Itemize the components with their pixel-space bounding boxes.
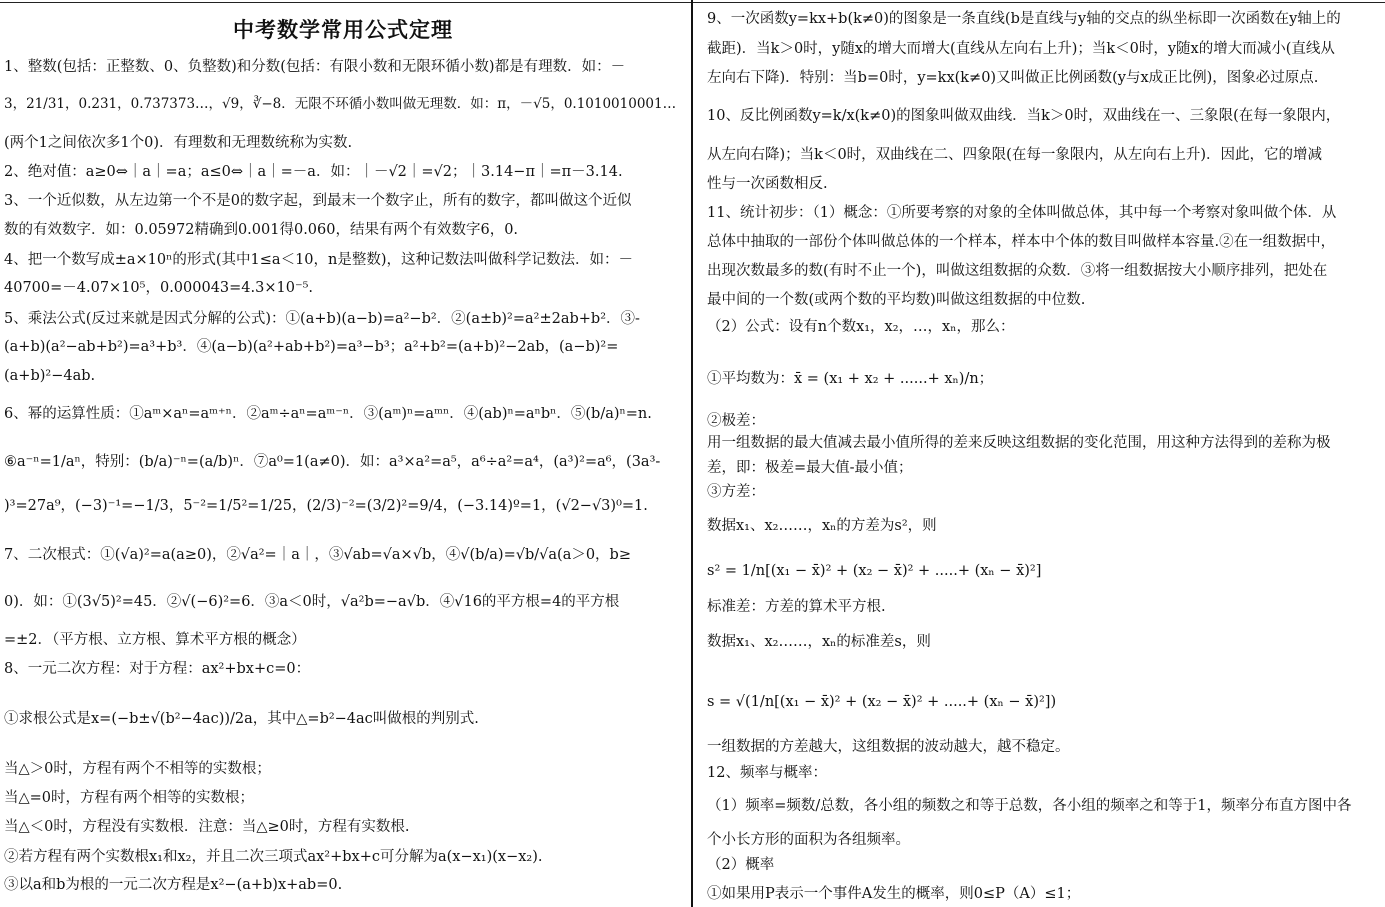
right-text-line: 差，即：极差=最大值-最小值；	[707, 460, 913, 476]
right-text-line: 数据x₁、x₂……，xₙ的方差为s²，则	[707, 518, 937, 534]
right-text-line: 11、统计初步：（1）概念：①所要考察的对象的全体叫做总体，其中每一个考察对象叫做个体．从	[707, 205, 1337, 221]
right-text-line: （2）公式：设有n个数x₁，x₂，…，xₙ，那么：	[707, 319, 1015, 335]
right-text-line: 截距)．当k＞0时，y随x的增大而增大(直线从左向右上升)；当k＜0时，y随x的增大而减小(直线从	[707, 41, 1335, 57]
right-text-line: ③方差：	[707, 484, 765, 500]
left-text-line: 3、一个近似数，从左边第一个不是0的数字起，到最末一个数字止，所有的数字，都叫做这个近似	[4, 193, 632, 209]
right-text-line: s = √(1/n[(x₁ − x̄)² + (x₂ − x̄)² + .....+ (xₙ − x̄)²])	[707, 694, 1057, 710]
left-text-line: 5、乘法公式(反过来就是因式分解的公式)：①(a+b)(a−b)=a²−b²．②(a±b)²=a²±2ab+b²．③-	[4, 311, 640, 327]
right-text-line: ①平均数为：x̄ = (x₁ + x₂ + ......+ xₙ)/n；	[707, 371, 994, 387]
left-text-line: ③以a和b为根的一元二次方程是x²−(a+b)x+ab=0.	[4, 877, 343, 893]
left-text-line: 数的有效数字．如：0.05972精确到0.001得0.060，结果有两个有效数字6，0.	[4, 222, 519, 238]
right-text-line: 总体中抽取的一部份个体叫做总体的一个样本，样本中个体的数目叫做样本容量.②在一组数据中，	[707, 234, 1336, 250]
right-text-line: ①如果用P表示一个事件A发生的概率，则0≤P（A）≤1；	[707, 886, 1081, 902]
right-text-line: 10、反比例函数y=k/x(k≠0)的图象叫做双曲线．当k＞0时，双曲线在一、三象限(在每一象限内，	[707, 108, 1341, 124]
left-text-line: (a+b)(a²−ab+b²)=a³+b³．④(a−b)(a²+ab+b²)=a³−b³；a²+b²=(a+b)²−2ab，(a−b)²=	[4, 339, 619, 355]
left-text-line: =±2．（平方根、立方根、算术平方根的概念）	[4, 632, 306, 648]
right-text-line: 标准差：方差的算术平方根.	[707, 599, 886, 615]
left-text-line: (a+b)²−4ab.	[4, 368, 96, 384]
right-text-line: （2）概率	[707, 857, 775, 873]
right-text-line: 性与一次函数相反.	[707, 176, 828, 192]
left-text-line: 8、一元二次方程：对于方程：ax²+bx+c=0：	[4, 661, 311, 677]
left-text-line: )³=27a⁹，(−3)⁻¹=−1/3，5⁻²=1/5²=1/25，(2/3)⁻²=(3/2)²=9/4，(−3.14)º=1，(√2−√3)⁰=1.	[4, 498, 648, 514]
left-text-line: (两个1之间依次多1个0)．有理数和无理数统称为实数.	[4, 135, 353, 151]
column-divider	[691, 0, 693, 907]
left-text-line: ⑥a⁻ⁿ=1/aⁿ，特别：(b/a)⁻ⁿ=(a/b)ⁿ．⑦a⁰=1(a≠0)．如：a³×a²=a⁵，a⁶÷a²=a⁴，(a³)²=a⁶，(3a³-	[4, 454, 661, 470]
left-text-line: ②若方程有两个实数根x₁和x₂，并且二次三项式ax²+bx+c可分解为a(x−x₁)(x−x₂).	[4, 849, 543, 865]
right-text-line: 数据x₁、x₂……，xₙ的标准差s，则	[707, 634, 931, 650]
right-text-line: 从左向右降)；当k＜0时，双曲线在二、四象限(在每一象限内，从左向右上升)．因此，它的增减	[707, 147, 1322, 163]
left-text-line: 当△＞0时，方程有两个不相等的实数根；	[4, 761, 271, 777]
page-title: 中考数学常用公式定理	[233, 18, 453, 42]
left-text-line: 6、幂的运算性质：①aᵐ×aⁿ=aᵐ⁺ⁿ．②aᵐ÷aⁿ=aᵐ⁻ⁿ．③(aᵐ)ⁿ=aᵐⁿ．④(ab)ⁿ=aⁿbⁿ．⑤(b/a)ⁿ=n.	[4, 406, 652, 422]
right-text-line: ②极差：	[707, 413, 765, 429]
left-text-line: 当△=0时，方程有两个相等的实数根；	[4, 790, 255, 806]
left-text-line: 3，21/31，0.231，0.737373…，√9，∛−8．无限不环循小数叫做无理数．如：π，－√5，0.1010010001…	[4, 96, 677, 112]
right-text-line: 个小长方形的面积为各组频率。	[707, 832, 910, 848]
right-text-line: 一组数据的方差越大，这组数据的波动越大，越不稳定。	[707, 739, 1070, 755]
right-text-line: 左向右下降)．特别：当b=0时，y=kx(k≠0)又叫做正比例函数(y与x成正比例)，图象必过原点.	[707, 70, 1319, 86]
right-text-line: 出现次数最多的数(有时不止一个)，叫做这组数据的众数．③将一组数据按大小顺序排列，把处在	[707, 263, 1328, 279]
left-text-line: 40700=－4.07×10⁵，0.000043=4.3×10⁻⁵.	[4, 280, 314, 296]
right-text-line: s² = 1/n[(x₁ − x̄)² + (x₂ − x̄)² + .....+ (xₙ − x̄)²]	[707, 563, 1042, 579]
left-text-line: 4、把一个数写成±a×10ⁿ的形式(其中1≤a＜10，n是整数)，这种记数法叫做科学记数法．如：－	[4, 252, 634, 268]
left-text-line: 2、绝对值：a≥0⇔｜a｜=a；a≤0⇔｜a｜=－a．如：｜－√2｜=√2；｜3.14−π｜=π－3.14.	[4, 164, 623, 180]
right-text-line: 用一组数据的最大值减去最小值所得的差来反映这组数据的变化范围，用这种方法得到的差称为极	[707, 435, 1331, 451]
left-text-line: 7、二次根式：①(√a)²=a(a≥0)，②√a²=｜a｜，③√ab=√a×√b，④√(b/a)=√b/√a(a＞0，b≥	[4, 547, 631, 563]
right-text-line: （1）频率=频数/总数，各小组的频数之和等于总数，各小组的频率之和等于1，频率分布直方图中各	[707, 798, 1352, 814]
left-text-line: 当△＜0时，方程没有实数根．注意：当△≥0时，方程有实数根.	[4, 819, 410, 835]
left-text-line: 0)．如：①(3√5)²=45．②√(−6)²=6．③a＜0时，√a²b=−a√b．④√16的平方根=4的平方根	[4, 594, 620, 610]
right-text-line: 12、频率与概率：	[707, 765, 827, 781]
left-text-line: ①求根公式是x=(−b±√(b²−4ac))/2a，其中△=b²−4ac叫做根的判别式.	[4, 711, 479, 727]
left-text-line: 1、整数(包括：正整数、0、负整数)和分数(包括：有限小数和无限环循小数)都是有理数．如：－	[4, 59, 626, 75]
right-text-line: 9、一次函数y=kx+b(k≠0)的图象是一条直线(b是直线与y轴的交点的纵坐标即一次函数在y轴上的	[707, 11, 1341, 27]
right-text-line: 最中间的一个数(或两个数的平均数)叫做这组数据的中位数.	[707, 292, 1086, 308]
